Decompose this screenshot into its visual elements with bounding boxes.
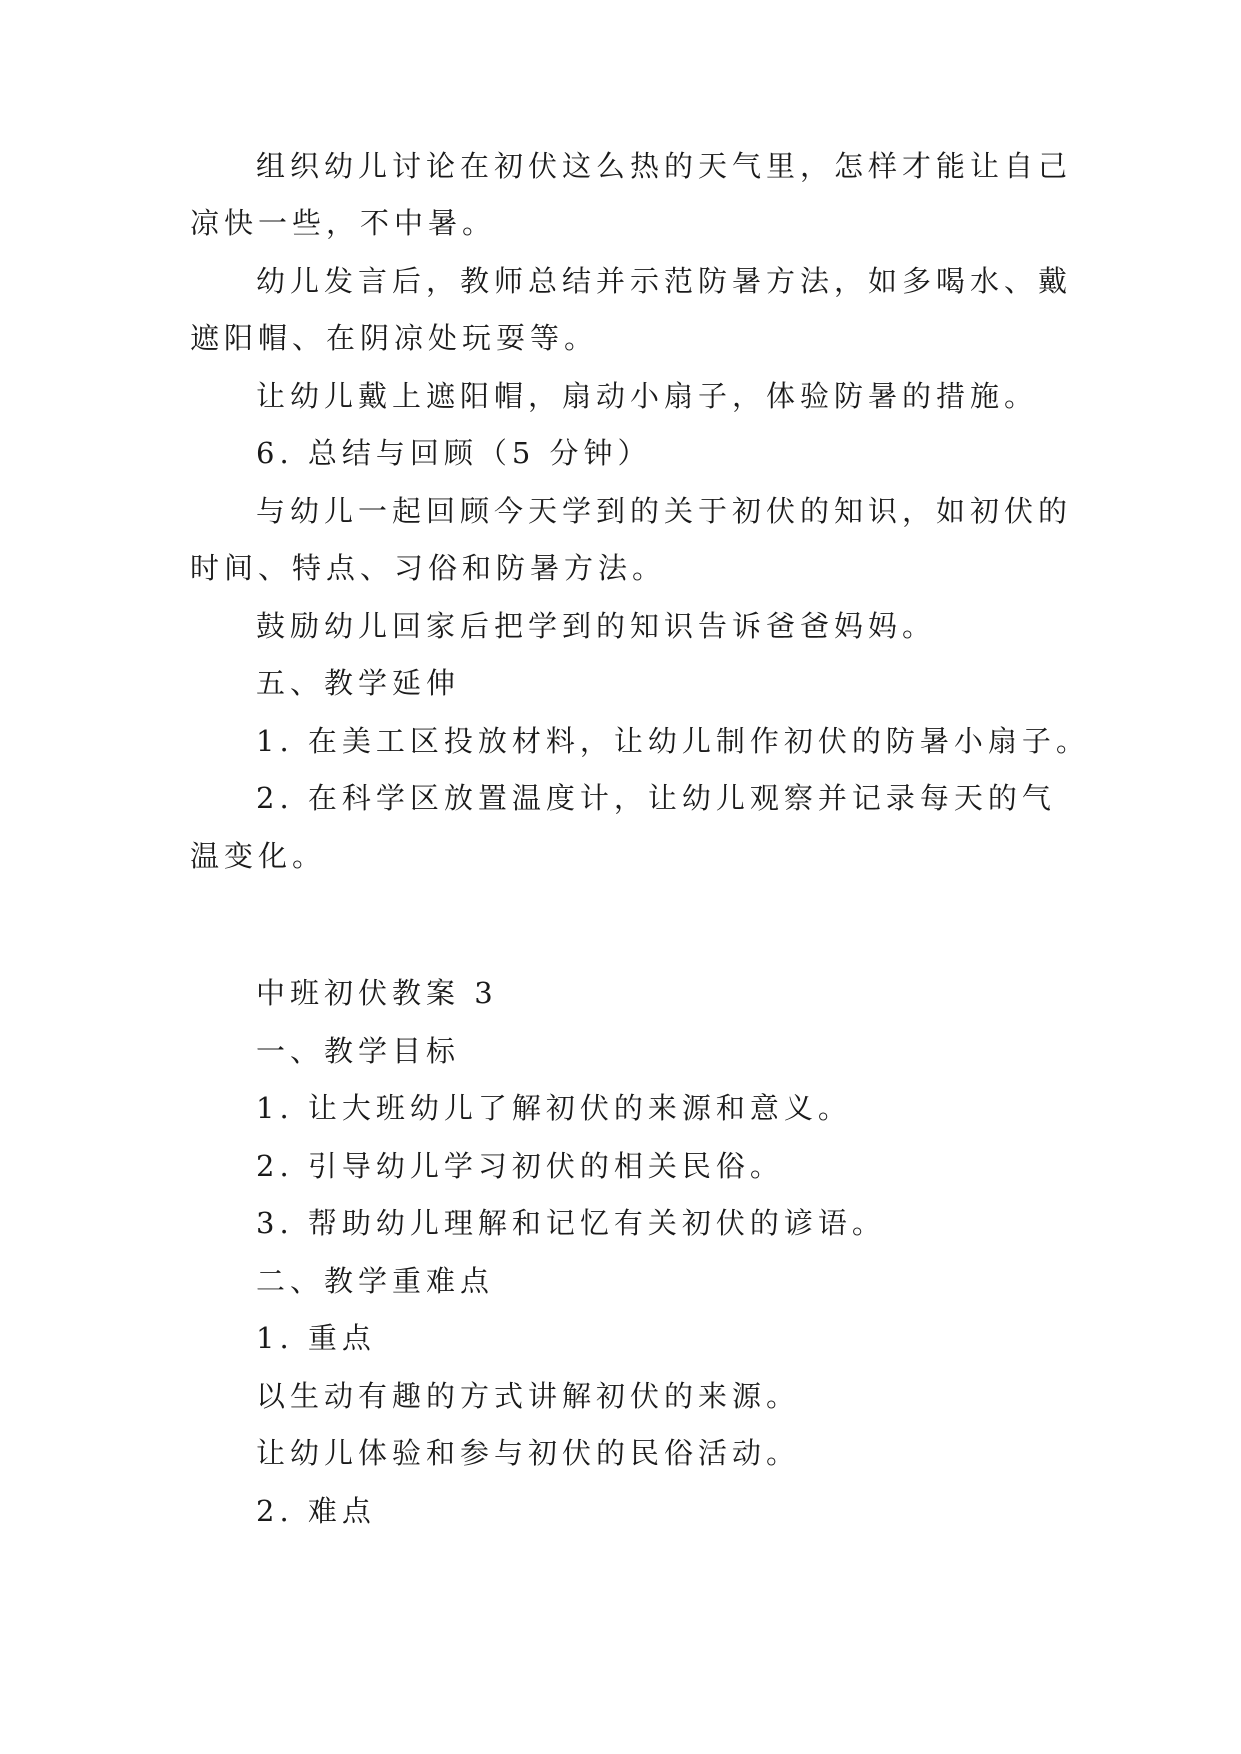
paragraph-line: 让幼儿戴上遮阳帽，扇动小扇子，体验防暑的措施。 [256,379,1039,413]
paragraph-line: 时间、特点、习俗和防暑方法。 [190,551,667,585]
section-heading: 二、教学重难点 [256,1264,495,1298]
paragraph-line: 温变化。 [190,839,327,873]
list-item: 3. 帮助幼儿理解和记忆有关初伏的谚语。 [256,1206,886,1240]
paragraph-line: 组织幼儿讨论在初伏这么热的天气里，怎样才能让自己 [256,149,1073,183]
paragraph-line: 凉快一些，不中暑。 [190,206,497,240]
paragraph-line: 以生动有趣的方式讲解初伏的来源。 [256,1379,801,1413]
paragraph-line: 遮阳帽、在阴凉处玩耍等。 [190,321,599,355]
paragraph-line: 与幼儿一起回顾今天学到的关于初伏的知识，如初伏的 [256,494,1073,528]
paragraph-line: 幼儿发言后，教师总结并示范防暑方法，如多喝水、戴 [256,264,1073,298]
paragraph-line: 让幼儿体验和参与初伏的民俗活动。 [256,1436,801,1470]
step-heading: 6. 总结与回顾（5 分钟） [256,436,652,470]
paragraph-line: 鼓励幼儿回家后把学到的知识告诉爸爸妈妈。 [256,609,937,643]
section-heading: 一、教学目标 [256,1034,461,1068]
section-heading: 五、教学延伸 [256,666,461,700]
list-item: 2. 在科学区放置温度计，让幼儿观察并记录每天的气 [256,781,1056,815]
list-item: 2. 难点 [256,1494,376,1528]
document-title: 中班初伏教案 3 [256,976,498,1010]
list-item: 1. 让大班幼儿了解初伏的来源和意义。 [256,1091,852,1125]
list-item: 1. 重点 [256,1321,376,1355]
list-item: 2. 引导幼儿学习初伏的相关民俗。 [256,1149,784,1183]
list-item: 1. 在美工区投放材料，让幼儿制作初伏的防暑小扇子。 [256,724,1090,758]
